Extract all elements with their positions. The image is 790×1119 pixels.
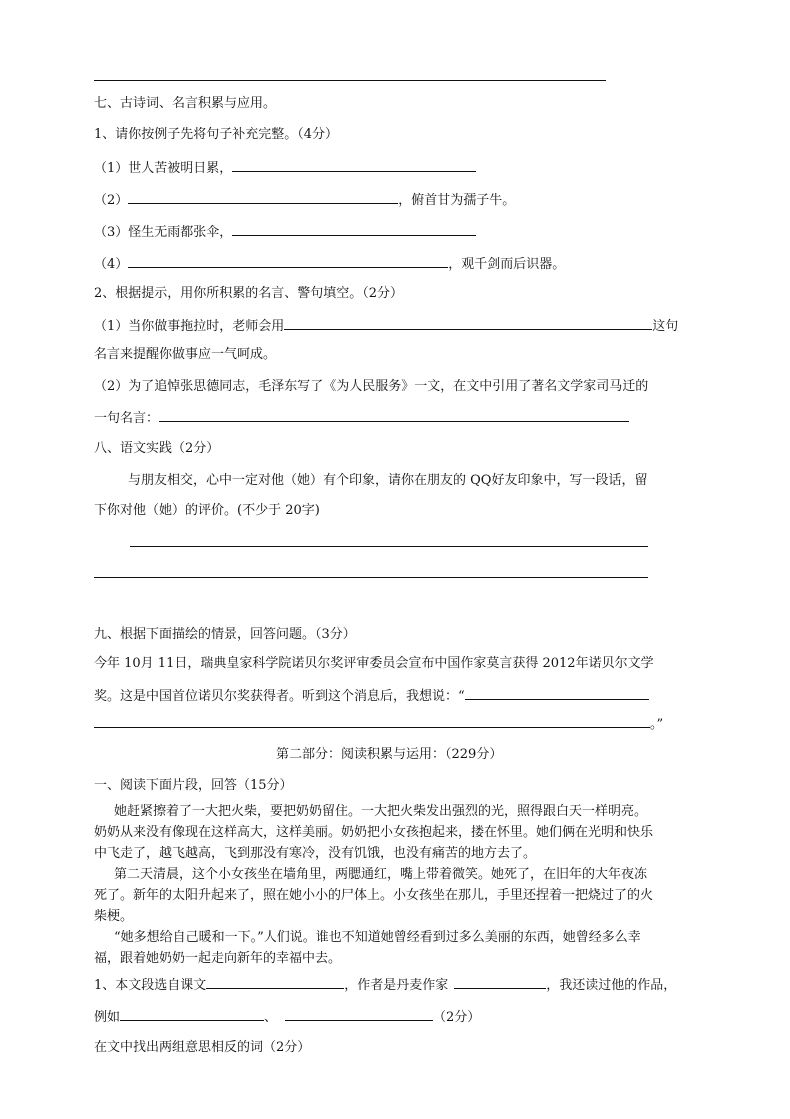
fill-blank-8[interactable] bbox=[94, 714, 650, 728]
question-7-2-2-label: 一句名言： bbox=[94, 411, 160, 426]
question-7-2-1-tail: 这句 bbox=[652, 319, 679, 334]
fill-blank-6[interactable] bbox=[159, 408, 629, 422]
fill-item-4-tail: ，观千剑而后识器。 bbox=[448, 257, 566, 272]
fill-blank-5[interactable] bbox=[284, 316, 652, 330]
passage-line: 奶奶从来没有像现在这样高大，这样美丽。奶奶把小女孩抱起来，搂在怀里。她们俩在光明和快乐 bbox=[94, 825, 654, 840]
section-9-text-3 bbox=[94, 714, 663, 734]
fill-blank-7[interactable] bbox=[465, 686, 649, 700]
fill-blank-1[interactable] bbox=[232, 158, 476, 172]
question-7-2-1-cont: 名言来提醒你做事应一气呵成。 bbox=[94, 347, 277, 362]
passage-line: 中飞走了，越飞越高，飞到那没有寒冷，没有饥饿，也没有痛苦的地方去了。 bbox=[94, 846, 537, 861]
section-9-text-2 bbox=[94, 686, 649, 706]
fill-item-4-text: （4） bbox=[94, 257, 129, 272]
section-9-title: 九、根据下面描绘的情景，回答问题。（3分） bbox=[94, 627, 356, 642]
reading-q1-text-d: 例如 bbox=[94, 1010, 121, 1025]
closing-quote: 。” bbox=[650, 717, 664, 732]
fill-item-3-text: （3）怪生无雨都张伞， bbox=[94, 225, 233, 240]
passage-line: “她多想给自己暖和一下。”人们说。谁也不知道她曾经看到过多么美丽的东西，她曾经多么幸 bbox=[114, 930, 641, 945]
section-8-prompt-1: 与朋友相交，心中一定对他（她）有个印象，请你在朋友的 QQ好友印象中，写一段话，留 bbox=[128, 473, 648, 488]
passage-line: 第二天清晨，这个小女孩坐在墙角里，两腮通红，嘴上带着微笑。她死了，在旧年的大年夜冻 bbox=[114, 867, 648, 882]
section-9-text-2-body: 奖。这是中国首位诺贝尔奖获得者。听到这个消息后，我想说：“ bbox=[94, 689, 465, 704]
section-8-prompt-2: 下你对他（她）的评价。(不少于 20字) bbox=[94, 503, 320, 518]
fill-blank-9[interactable] bbox=[206, 975, 344, 989]
question-7-2-1-text: （1）当你做事拖拉时，老师会用 bbox=[94, 319, 285, 334]
reading-question-2: 在文中找出两组意思相反的词（2分） bbox=[94, 1040, 311, 1055]
reading-question-1 bbox=[94, 975, 676, 995]
fill-blank-3[interactable] bbox=[232, 222, 476, 236]
question-7-2: 2、根据提示，用你所积累的名言、警句填空。（2分） bbox=[94, 286, 404, 301]
fill-item-1 bbox=[94, 158, 476, 178]
passage-line: 福，跟着她奶奶一起走向新年的幸福中去。 bbox=[94, 951, 342, 966]
fill-blank-10[interactable] bbox=[454, 975, 546, 989]
reading-1-title: 一、阅读下面片段，回答（15分） bbox=[94, 778, 293, 793]
section-7-title: 七、古诗词、名言积累与应用。 bbox=[94, 96, 277, 111]
fill-blank-11[interactable] bbox=[120, 1007, 264, 1021]
passage-line: 她赶紧擦着了一大把火柴，要把奶奶留住。一大把火柴发出强烈的光，照得跟白天一样明亮。 bbox=[114, 804, 648, 819]
answer-line[interactable] bbox=[130, 546, 648, 547]
fill-blank-4[interactable] bbox=[128, 254, 448, 268]
reading-q1-text-b: ，作者是丹麦作家 bbox=[344, 978, 449, 993]
fill-item-4 bbox=[94, 254, 565, 274]
passage-line: 柴梗。 bbox=[94, 909, 134, 924]
reading-q1-text-c: ，我还读过他的作品， bbox=[546, 978, 677, 993]
section-8-title: 八、语文实践（2分） bbox=[94, 441, 220, 456]
answer-line[interactable] bbox=[94, 577, 648, 578]
reading-q1-text-e: 、 bbox=[264, 1010, 278, 1025]
fill-item-2-text: （2） bbox=[94, 193, 129, 208]
reading-question-1-cont bbox=[94, 1007, 480, 1027]
fill-item-2-tail: ，俯首甘为孺子牛。 bbox=[398, 193, 516, 208]
question-7-1: 1、请你按例子先将句子补充完整。（4分） bbox=[94, 127, 339, 142]
part-2-title: 第二部分：阅读积累与运用：（229分） bbox=[276, 747, 503, 762]
fill-blank-2[interactable] bbox=[128, 190, 398, 204]
fill-item-2 bbox=[94, 190, 515, 210]
reading-q1-text-f: （2分） bbox=[433, 1010, 481, 1025]
passage-line: 死了。新年的太阳升起来了，照在她小小的尸体上。小女孩坐在那儿，手里还捏着一把烧过了的火 bbox=[94, 888, 654, 903]
answer-line bbox=[94, 80, 606, 81]
reading-q1-text-a: 1、本文段选自课文 bbox=[94, 978, 207, 993]
fill-item-1-text: （1）世人苦被明日累， bbox=[94, 161, 233, 176]
question-7-2-2: （2）为了追悼张思德同志，毛泽东写了《为人民服务》一文，在文中引用了著名文学家司马迁的 bbox=[94, 379, 649, 394]
fill-blank-12[interactable] bbox=[285, 1007, 433, 1021]
question-7-2-1 bbox=[94, 316, 678, 336]
section-9-text-1: 今年 10月 11日，瑞典皇家科学院诺贝尔奖评审委员会宣布中国作家莫言获得 2012年诺贝尔文学 bbox=[94, 656, 654, 671]
fill-item-3 bbox=[94, 222, 476, 242]
question-7-2-2-cont bbox=[94, 408, 629, 428]
